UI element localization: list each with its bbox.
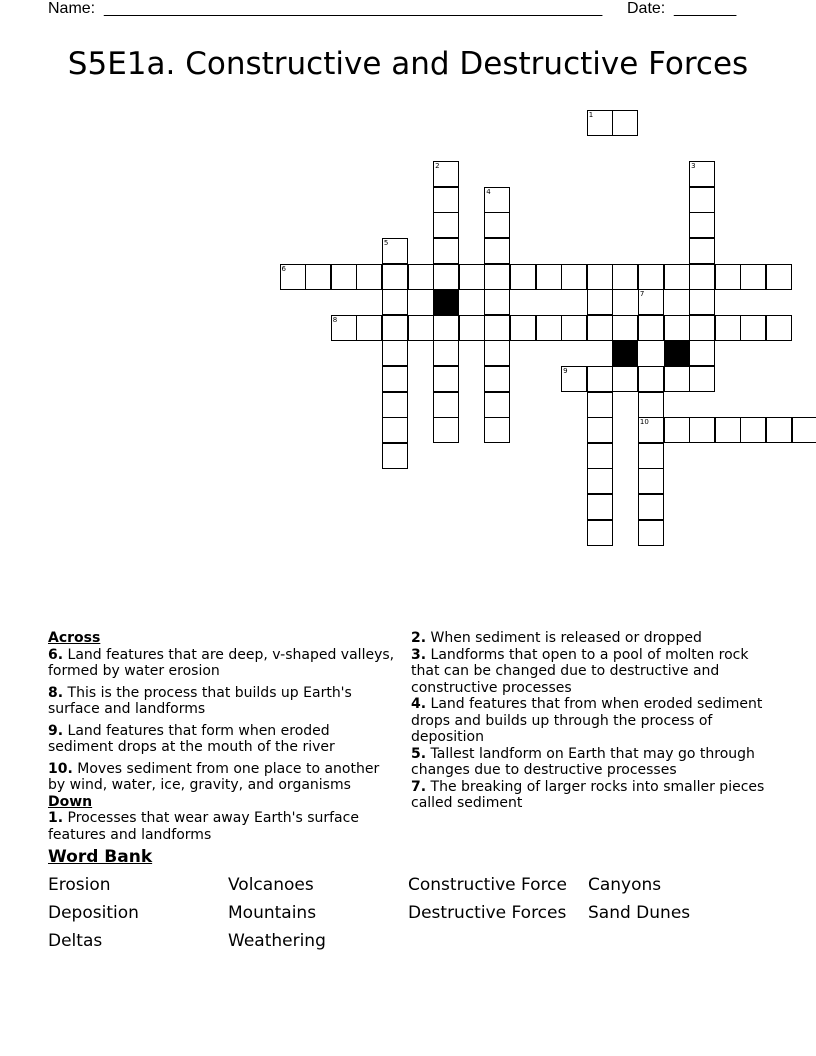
clue-text: Land features that form when eroded sediment drops at the mouth of the river: [48, 722, 335, 755]
clues-left-column: [48, 630, 396, 843]
word-bank-word: Erosion: [48, 875, 111, 895]
grid-cell[interactable]: [587, 315, 613, 341]
word-bank-word: Deltas: [48, 931, 103, 951]
date-label: Date:: [627, 0, 666, 17]
clue-number: 8.: [48, 684, 64, 701]
grid-cell[interactable]: [484, 315, 510, 341]
grid-cell[interactable]: [689, 212, 715, 238]
clue-number: 1.: [48, 810, 64, 826]
grid-cell[interactable]: [433, 366, 459, 392]
grid-cell[interactable]: [715, 417, 741, 443]
word-bank-word: Weathering: [228, 931, 326, 951]
clues-right-column: [411, 630, 771, 812]
grid-cell[interactable]: [459, 315, 485, 341]
clue-number: 6.: [48, 646, 64, 663]
grid-cell[interactable]: [612, 315, 638, 341]
grid-cell[interactable]: [536, 315, 562, 341]
clue-text: Land features that from when eroded sediment drops and builds up through the process of deposition: [411, 696, 763, 745]
grid-cell[interactable]: [792, 417, 816, 443]
grid-cell[interactable]: [433, 264, 459, 290]
clue-item: [411, 630, 771, 647]
grid-cell[interactable]: [689, 315, 715, 341]
grid-cell[interactable]: [740, 417, 766, 443]
clue-item: [411, 746, 771, 779]
word-bank-word: Deposition: [48, 903, 139, 923]
grid-cell[interactable]: [484, 366, 510, 392]
grid-cell[interactable]: [433, 392, 459, 418]
clue-text: Landforms that open to a pool of molten rock that can be changed due to destructive and constructive processes: [411, 646, 749, 696]
grid-cell[interactable]: [433, 187, 459, 213]
word-bank-title: Word Bank: [48, 847, 153, 867]
grid-cell[interactable]: [638, 315, 664, 341]
grid-cell[interactable]: [382, 443, 408, 469]
grid-cell[interactable]: [766, 417, 792, 443]
grid-cell[interactable]: [612, 110, 638, 136]
down-heading: Down: [48, 793, 93, 810]
grid-cell[interactable]: [638, 468, 664, 494]
grid-cell[interactable]: [638, 264, 664, 290]
grid-block-cell: [664, 340, 690, 366]
clue-item: [48, 647, 396, 680]
grid-cell[interactable]: [766, 264, 792, 290]
word-bank-word: Sand Dunes: [588, 903, 691, 923]
page-title: S5E1a. Constructive and Destructive Forces: [67, 46, 749, 82]
clue-item: [411, 696, 771, 746]
word-bank-word: Volcanoes: [228, 875, 314, 895]
clue-text: The breaking of larger rocks into smaller pieces called sediment: [411, 778, 765, 811]
grid-cell[interactable]: [433, 417, 459, 443]
grid-cell[interactable]: [484, 289, 510, 315]
grid-cell[interactable]: [382, 417, 408, 443]
grid-cell[interactable]: [587, 289, 613, 315]
clue-number-label: 8: [332, 315, 338, 324]
grid-cell[interactable]: [408, 264, 434, 290]
clue-number: 5.: [411, 745, 427, 762]
grid-cell[interactable]: [459, 264, 485, 290]
clue-item: [411, 647, 771, 697]
grid-cell[interactable]: [587, 392, 613, 418]
clue-number-label: 10: [639, 418, 649, 427]
grid-cell[interactable]: [689, 238, 715, 264]
clue-number-label: 7: [639, 290, 645, 299]
grid-cell[interactable]: [382, 340, 408, 366]
clue-number-label: 5: [383, 239, 389, 247]
grid-cell[interactable]: [510, 315, 536, 341]
grid-cell[interactable]: [689, 264, 715, 290]
grid-cell[interactable]: [433, 340, 459, 366]
grid-cell[interactable]: [510, 264, 536, 290]
date-line: _______: [674, 0, 737, 17]
clue-item: [48, 685, 396, 718]
clue-number-label: 1: [588, 111, 594, 119]
grid-cell[interactable]: [484, 417, 510, 443]
grid-cell[interactable]: [587, 264, 613, 290]
grid-cell[interactable]: [484, 340, 510, 366]
grid-cell[interactable]: [561, 315, 587, 341]
grid-cell[interactable]: [561, 264, 587, 290]
name-line: ________________________________________________________: [104, 0, 603, 17]
grid-cell[interactable]: [536, 264, 562, 290]
grid-cell[interactable]: [382, 392, 408, 418]
grid-cell[interactable]: [433, 238, 459, 264]
grid-cell[interactable]: [587, 366, 613, 392]
clue-number-label: 3: [691, 162, 696, 171]
clue-item: [48, 723, 396, 756]
grid-cell[interactable]: [638, 366, 664, 392]
grid-cell[interactable]: [356, 315, 382, 341]
clue-number-label: 4: [486, 187, 491, 196]
grid-cell[interactable]: [664, 264, 690, 290]
clue-number-label: 9: [563, 367, 568, 375]
clue-number: 7.: [411, 778, 427, 795]
grid-cell[interactable]: [689, 366, 715, 392]
clue-number-label: 6: [281, 264, 286, 273]
name-label: Name:: [48, 0, 96, 17]
grid-cell[interactable]: [382, 264, 408, 290]
grid-cell[interactable]: [638, 392, 664, 418]
across-clue-list: [48, 647, 396, 794]
grid-block-cell: [612, 340, 638, 366]
clue-text: Land features that are deep, v-shaped valleys, formed by water erosion: [48, 646, 395, 679]
grid-cell[interactable]: [484, 392, 510, 418]
grid-cell[interactable]: [689, 289, 715, 315]
word-bank: [48, 846, 768, 958]
grid-cell[interactable]: [382, 289, 408, 315]
grid-cell[interactable]: [305, 264, 331, 290]
across-heading: Across: [48, 630, 101, 646]
clue-text: When sediment is released or dropped: [430, 630, 702, 646]
word-bank-word: Destructive Forces: [408, 903, 567, 923]
word-bank-word: Mountains: [228, 903, 317, 923]
grid-cell[interactable]: [664, 417, 690, 443]
word-bank-word: Constructive Force: [408, 875, 567, 895]
grid-cell[interactable]: [587, 520, 613, 546]
grid-cell[interactable]: [638, 494, 664, 520]
grid-cell[interactable]: [484, 212, 510, 238]
grid-cell[interactable]: [331, 264, 357, 290]
grid-cell[interactable]: [587, 468, 613, 494]
grid-cell[interactable]: [484, 264, 510, 290]
grid-cell[interactable]: [356, 264, 382, 290]
grid-cell[interactable]: [587, 443, 613, 469]
clue-text: Moves sediment from one place to another by wind, water, ice, gravity, and organisms: [48, 760, 380, 793]
clue-number: 10.: [48, 760, 73, 777]
clue-number: 3.: [411, 646, 427, 663]
grid-cell[interactable]: [612, 366, 638, 392]
grid-cell[interactable]: [689, 417, 715, 443]
grid-cell[interactable]: [587, 417, 613, 443]
grid-cell[interactable]: [740, 315, 766, 341]
grid-block-cell: [433, 289, 459, 315]
grid-cell[interactable]: [715, 264, 741, 290]
grid-cell[interactable]: [766, 315, 792, 341]
grid-cell[interactable]: [715, 315, 741, 341]
grid-cell[interactable]: [382, 315, 408, 341]
clue-number: 9.: [48, 722, 64, 739]
clue-text: This is the process that builds up Earth's surface and landforms: [48, 684, 352, 717]
clue-number: 2.: [411, 630, 427, 646]
grid-cell[interactable]: [408, 315, 434, 341]
grid-cell[interactable]: [587, 494, 613, 520]
grid-cell[interactable]: [382, 366, 408, 392]
grid-cell[interactable]: [740, 264, 766, 290]
word-bank-list: [48, 868, 768, 958]
clue-item: [48, 761, 396, 794]
clue-number-label: 2: [435, 162, 440, 171]
clue-text: Tallest landform on Earth that may go through changes due to destructive processes: [411, 745, 755, 778]
grid-cell[interactable]: [484, 238, 510, 264]
grid-cell[interactable]: [689, 187, 715, 213]
grid-cell[interactable]: [664, 315, 690, 341]
grid-cell[interactable]: [638, 520, 664, 546]
clue-item: [48, 810, 396, 843]
down-clue-list: [48, 810, 396, 843]
clue-text: Processes that wear away Earth's surface features and landforms: [48, 810, 359, 843]
grid-cell[interactable]: [433, 212, 459, 238]
grid-cell[interactable]: [689, 340, 715, 366]
clue-number: 4.: [411, 696, 427, 712]
grid-cell[interactable]: [433, 315, 459, 341]
grid-cell[interactable]: [638, 443, 664, 469]
down-clue-list-continued: [411, 630, 771, 812]
word-bank-word: Canyons: [588, 875, 662, 895]
grid-cell[interactable]: [664, 366, 690, 392]
grid-cell[interactable]: [612, 264, 638, 290]
clue-item: [411, 779, 771, 812]
